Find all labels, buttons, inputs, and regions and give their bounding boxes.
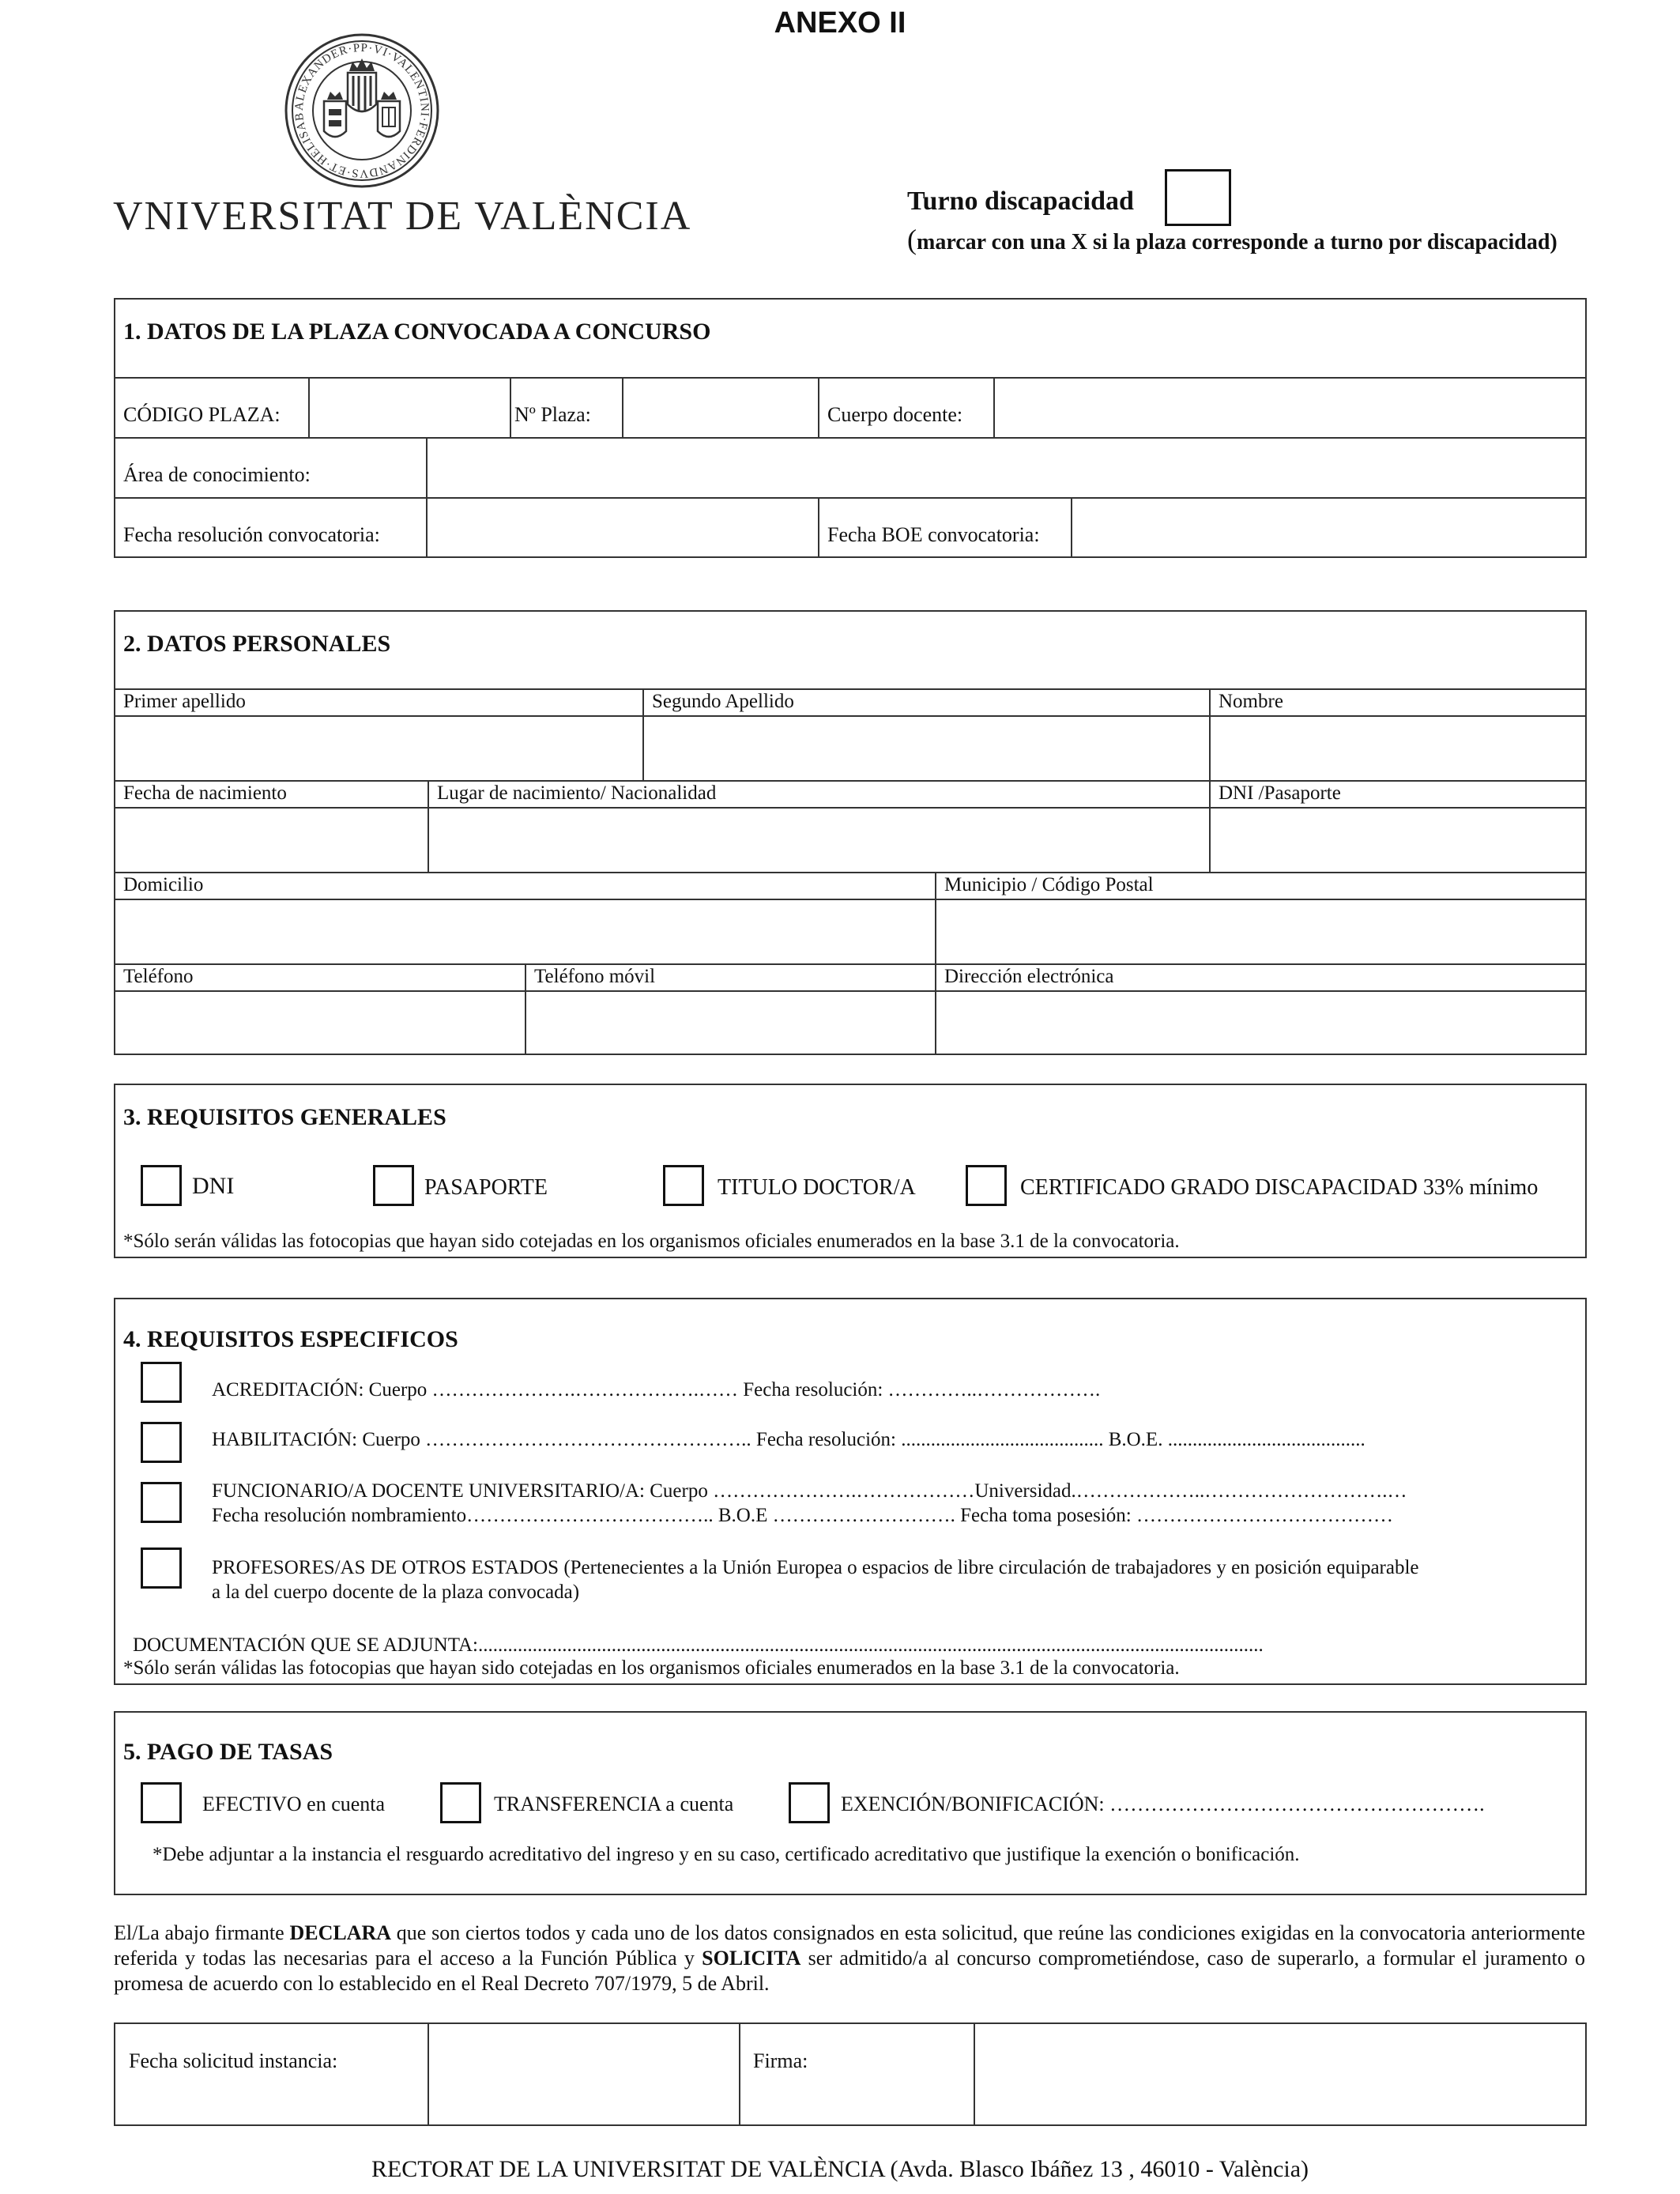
dni-checkbox[interactable] (141, 1165, 182, 1206)
primer-apellido-label: Primer apellido (123, 691, 246, 712)
fecha-resolucion-field[interactable] (428, 499, 816, 556)
funcionario-line-1: FUNCIONARIO/A DOCENTE UNIVERSITARIO/A: Cuerpo ………………….………………Universidad.………………..……………………….… (212, 1480, 1407, 1502)
titulo-doctor-checkbox[interactable] (663, 1165, 704, 1206)
seal-text: ALEXANDER·PP·VI·VALENTINI·FERDINANDVS·ET·HELISAB (292, 41, 431, 180)
section-requisitos-especificos-title: 4. REQUISITOS ESPECIFICOS (123, 1326, 458, 1352)
lugar-nacimiento-field[interactable] (429, 809, 1207, 870)
domicilio-label: Domicilio (123, 874, 204, 895)
dni-option-label: DNI (192, 1173, 235, 1199)
footer-address: RECTORAT DE LA UNIVERSITAT DE VALÈNCIA (Avda. Blasco Ibáñez 13 , 46010 - València) (371, 2156, 1309, 2182)
section-requisitos-generales-title: 3. REQUISITOS GENERALES (123, 1104, 446, 1130)
svg-text:ALEXANDER·PP·VI·VALENTINI·FERD (283, 32, 431, 179)
firma-label: Firma: (753, 2049, 808, 2072)
annex-title: ANEXO II (774, 6, 906, 40)
firma-field[interactable] (975, 2024, 1585, 2124)
nombre-field[interactable] (1211, 717, 1585, 778)
habilitacion-line: HABILITACIÓN: Cuerpo ………………………………………….. Fecha resolución: ......................................... B.O.E. ........................................ (212, 1429, 1365, 1450)
transferencia-checkbox[interactable] (440, 1782, 481, 1823)
declaration-declara: DECLARA (289, 1921, 392, 1944)
area-conocimiento-field[interactable] (428, 439, 1585, 496)
dni-pasaporte-label: DNI /Pasaporte (1219, 782, 1341, 804)
section5-note: *Debe adjuntar a la instancia el resguardo acreditativo del ingreso y en su caso, certificado acreditativo que justifique la exención o bonificación. (153, 1844, 1300, 1865)
section3-note: *Sólo serán válidas las fotocopias que hayan sido cotejadas en los organismos oficiales enumerados en la base 3.1 de la convocatoria. (123, 1231, 1180, 1252)
primer-apellido-field[interactable] (115, 717, 641, 778)
turno-note-text: marcar con una X si la plaza corresponde a turno por discapacidad) (917, 230, 1558, 254)
section4-note: *Sólo serán válidas las fotocopias que hayan sido cotejadas en los organismos oficiales enumerados en la base 3.1 de la convocatoria. (123, 1657, 1180, 1679)
fecha-solicitud-field[interactable] (429, 2024, 737, 2124)
certificado-discapacidad-option-label: CERTIFICADO GRADO DISCAPACIDAD 33% mínimo (1020, 1175, 1539, 1200)
fecha-nacimiento-field[interactable] (115, 809, 426, 870)
exencion-checkbox[interactable] (789, 1782, 830, 1823)
telefono-field[interactable] (115, 992, 523, 1054)
profesores-line-2: a la del cuerpo docente de la plaza convocada) (212, 1581, 580, 1603)
dni-pasaporte-field[interactable] (1211, 809, 1585, 870)
fecha-boe-field[interactable] (1072, 499, 1585, 556)
declaration-text-3: ser admitido/a al concurso comprometiéndose, caso de superarlo, a formular el juramento o promesa de acuerdo con lo establecido en el Real Decreto 707/1979, 5 de Abril. (114, 1947, 1585, 1995)
university-seal-logo (283, 32, 441, 190)
pasaporte-checkbox[interactable] (373, 1165, 414, 1206)
fecha-boe-label: Fecha BOE convocatoria: (827, 523, 1040, 546)
turno-discapacidad-checkbox[interactable] (1165, 169, 1231, 226)
telefono-label: Teléfono (123, 966, 194, 987)
segundo-apellido-field[interactable] (644, 717, 1207, 778)
exencion-label: EXENCIÓN/BONIFICACIÓN: ………………………………………………. (841, 1793, 1485, 1815)
section-pago-tasas-title: 5. PAGO DE TASAS (123, 1739, 333, 1765)
n-plaza-field[interactable] (623, 379, 816, 435)
codigo-plaza-label: CÓDIGO PLAZA: (123, 403, 281, 426)
university-wordmark: VNIVERSITAT DE VALÈNCIA (113, 194, 692, 239)
declaration-solicita: SOLICITA (702, 1947, 801, 1970)
documentacion-adjunta-field[interactable]: DOCUMENTACIÓN QUE SE ADJUNTA:............................................................................................................................................................... (133, 1634, 1264, 1656)
pasaporte-option-label: PASAPORTE (424, 1175, 548, 1200)
municipio-label: Municipio / Código Postal (944, 874, 1154, 895)
nombre-label: Nombre (1219, 691, 1283, 712)
declaration-paragraph (114, 1921, 1585, 1996)
turno-note-paren: ( (907, 224, 917, 255)
fecha-resolucion-label: Fecha resolución convocatoria: (123, 523, 380, 546)
section-datos-personales-title: 2. DATOS PERSONALES (123, 631, 391, 657)
declaration-text-2: que son ciertos todos y cada uno de los datos consignados en esta solicitud, que reúne las condiciones exigidas en la convocatoria anteriormente referida y todas las necesarias para el acceso a la Función Pública y (114, 1921, 1585, 1970)
funcionario-checkbox[interactable] (141, 1482, 182, 1523)
municipio-field[interactable] (936, 900, 1585, 962)
direccion-electronica-label: Dirección electrónica (944, 966, 1114, 987)
area-conocimiento-label: Área de conocimiento: (123, 463, 311, 486)
habilitacion-checkbox[interactable] (141, 1422, 182, 1463)
declaration-text-1: El/La abajo firmante (114, 1921, 290, 1944)
lugar-nacimiento-label: Lugar de nacimiento/ Nacionalidad (437, 782, 717, 804)
n-plaza-label: Nº Plaza: (514, 403, 591, 426)
acreditacion-checkbox[interactable] (141, 1362, 182, 1403)
efectivo-checkbox[interactable] (141, 1782, 182, 1823)
domicilio-field[interactable] (115, 900, 933, 962)
transferencia-label: TRANSFERENCIA a cuenta (494, 1793, 734, 1815)
telefono-movil-field[interactable] (526, 992, 933, 1054)
certificado-discapacidad-checkbox[interactable] (966, 1165, 1007, 1206)
titulo-doctor-option-label: TITULO DOCTOR/A (718, 1175, 916, 1200)
telefono-movil-label: Teléfono móvil (534, 966, 656, 987)
section-plaza-title: 1. DATOS DE LA PLAZA CONVOCADA A CONCURSO (123, 319, 711, 345)
segundo-apellido-label: Segundo Apellido (652, 691, 794, 712)
fecha-solicitud-label: Fecha solicitud instancia: (129, 2049, 338, 2072)
cuerpo-docente-label: Cuerpo docente: (827, 403, 963, 426)
profesores-otros-estados-checkbox[interactable] (141, 1547, 182, 1589)
profesores-line-1: PROFESORES/AS DE OTROS ESTADOS (Pertenecientes a la Unión Europea o espacios de libre circulación de trabajadores y en posición equiparable (212, 1557, 1419, 1578)
efectivo-label: EFECTIVO en cuenta (202, 1793, 386, 1815)
fecha-nacimiento-label: Fecha de nacimiento (123, 782, 287, 804)
cuerpo-docente-field[interactable] (995, 379, 1585, 435)
turno-discapacidad-note (907, 223, 1558, 256)
codigo-plaza-field[interactable] (310, 379, 508, 435)
direccion-electronica-field[interactable] (936, 992, 1585, 1054)
turno-discapacidad-label: Turno discapacidad (907, 187, 1134, 216)
funcionario-line-2: Fecha resolución nombramiento……………………………….. B.O.E ………………………. Fecha toma posesión: ………………………………… (212, 1505, 1394, 1526)
acreditacion-line: ACREDITACIÓN: Cuerpo ………………….……………….…… Fecha resolución: …………..………………. (212, 1379, 1101, 1400)
